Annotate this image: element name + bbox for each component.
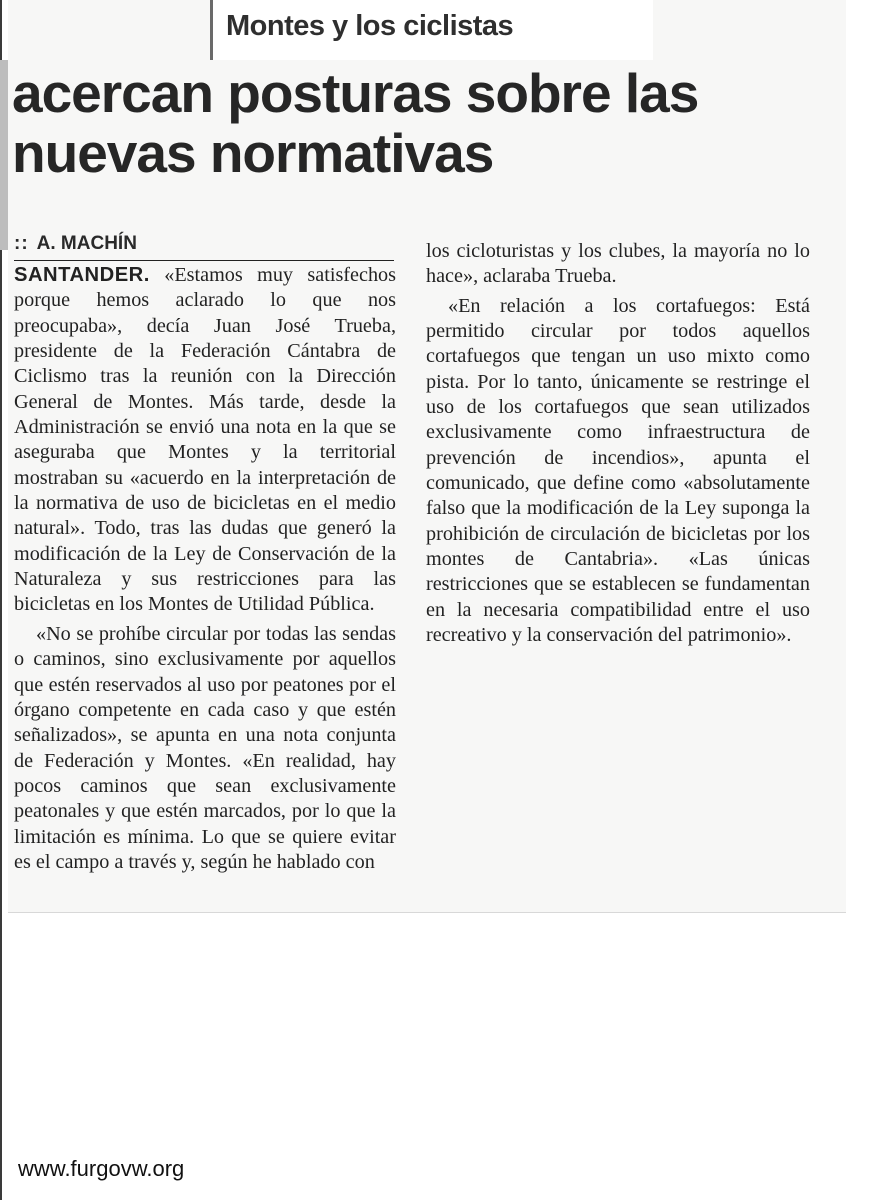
byline-mark: :: xyxy=(14,233,29,254)
paragraph-2: «No se prohíbe circular por todas las sendas o caminos, sino exclusivamente por aquellos que estén reservados al uso por peatones por el órgano competente en cada caso y que estén señalizados», se apunta en una nota conjunta de Federación y Montes. «En realidad, hay pocos caminos que sean exclusivamente peatonales y que estén marcados, por lo que la limitación es mínima. Lo que se quiere evitar es el campo a través y, según he hablado con xyxy=(14,622,396,873)
paragraph-1-text: «Estamos muy satisfechos porque hemos aclarado lo que nos preocupaba», decía Juan José Trueba, presidente de la Federación Cántabra de Ciclismo tras la reunión con la Dirección General de Montes. Más tarde, desde la Administración se envió una nota en la que se aseguraba que Montes y la territorial mostraban su «acuerdo en la interpretación de la normativa de uso de bicicletas en el medio natural». Todo, tras las dudas que generó la modificación de la Ley de Conservación de la Naturaleza y sus restricciones para las bicicletas en los Montes de Utilidad Pública. xyxy=(14,264,396,616)
byline xyxy=(14,232,394,261)
scan-shadow xyxy=(0,60,8,250)
headline: acercan posturas sobre las nuevas normativas xyxy=(12,62,699,184)
article-body-col1 xyxy=(14,263,396,875)
byline-author: A. MACHÍN xyxy=(36,233,137,254)
dateline: SANTANDER. xyxy=(14,264,150,286)
footer-watermark: www.furgovw.org xyxy=(18,1156,185,1181)
paragraph-3: «En relación a los cortafuegos: Está permitido circular por todos aquellos cortafuegos que tengan un uso mixto como pista. Por lo tanto, únicamente se restringe el uso de los cortafuegos que sean utilizados exclusivamente como infraestructura de prevención de incendios», apunta el comunicado, que define como «absolutamente falso que la modificación de la Ley suponga la prohibición de circulación de bicicletas por los montes de Cantabria». «Las únicas restricciones que se establecen se fundamentan en la necesaria compatibilidad entre el uso recreativo y la conservación del patrimonio». xyxy=(426,294,810,647)
paragraph-2-continued: los cicloturistas y los clubes, la mayoría no lo hace», aclaraba Trueba. xyxy=(426,240,810,288)
kicker: Montes y los ciclistas xyxy=(226,10,514,42)
paragraph-1 xyxy=(14,263,396,618)
article-body-col2 xyxy=(426,239,810,649)
